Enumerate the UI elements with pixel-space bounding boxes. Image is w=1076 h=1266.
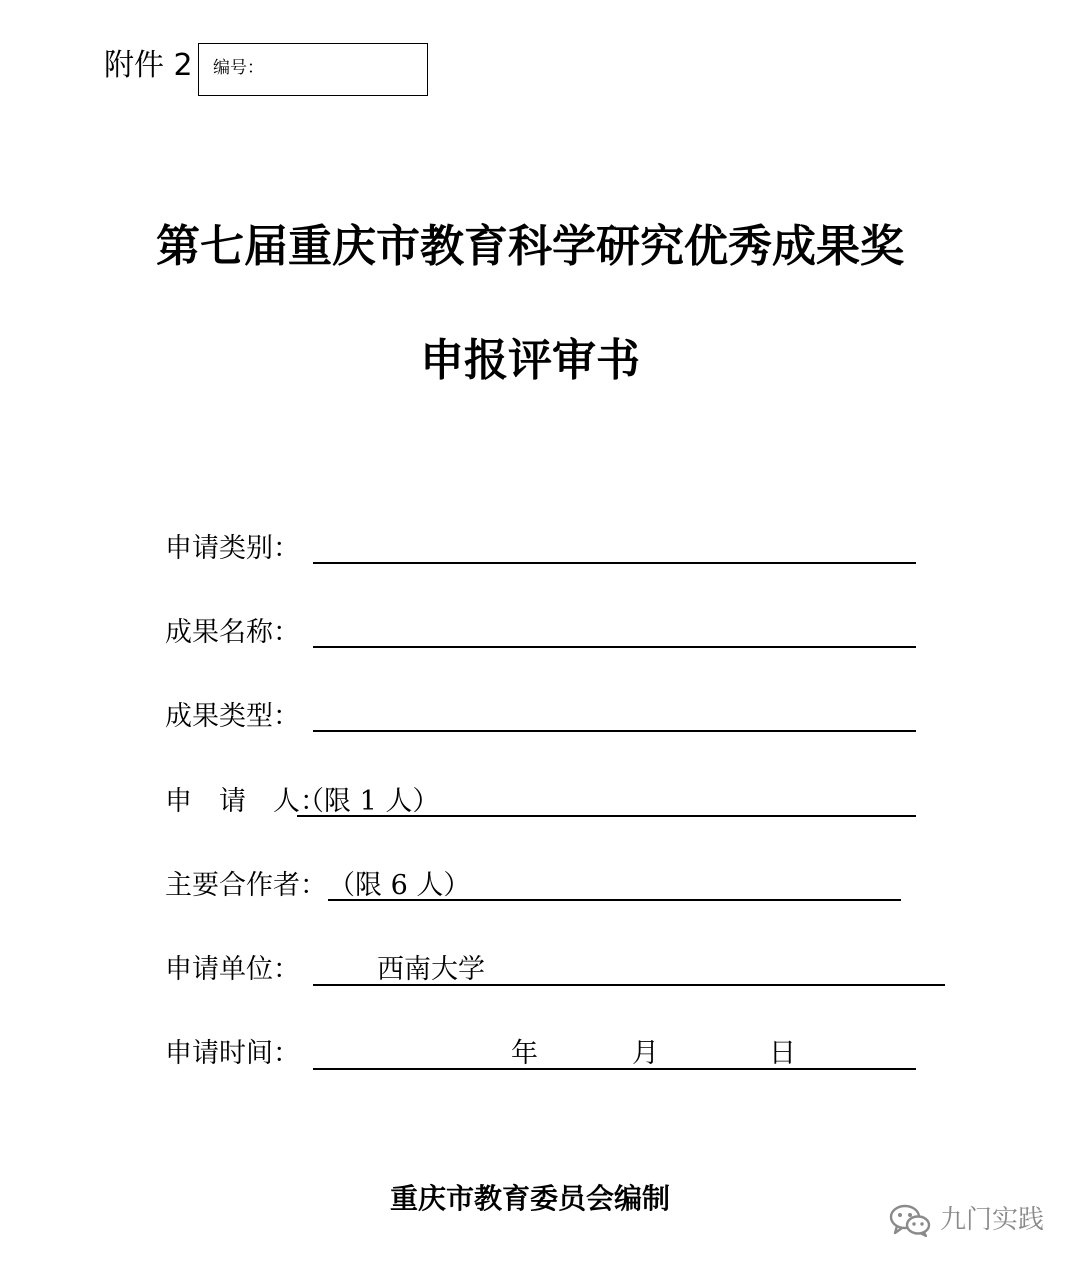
- footer-editor: 重庆市教育委员会编制: [389, 1182, 670, 1215]
- result-name-label: 成果名称：: [165, 617, 300, 648]
- collaborators-limit: （限 6 人）: [328, 870, 471, 901]
- result-type-label: 成果类型：: [165, 701, 300, 732]
- wechat-icon: [888, 1203, 932, 1237]
- attachment-label: 附件 2: [104, 48, 193, 83]
- watermark: [888, 1200, 1044, 1240]
- date-month: 月: [632, 1038, 659, 1069]
- document-title: 第七届重庆市教育科学研究优秀成果奖: [156, 221, 904, 272]
- number-label: 编号：: [213, 58, 264, 78]
- document-subtitle: 申报评审书: [420, 335, 640, 386]
- number-box: [198, 43, 428, 96]
- unit-label: 申请单位：: [165, 954, 300, 985]
- result-name-line: [313, 646, 916, 648]
- watermark-text: 九门实践: [940, 1205, 1045, 1235]
- category-line: [313, 562, 916, 564]
- applicant-label: 申 请 人：: [165, 786, 327, 817]
- date-day: 日: [769, 1038, 796, 1069]
- date-line: [313, 1068, 916, 1070]
- result-type-line: [313, 730, 916, 732]
- applicant-limit: （限 1 人）: [297, 786, 440, 817]
- date-label: 申请时间：: [165, 1038, 300, 1069]
- unit-value: 西南大学: [377, 954, 485, 985]
- collaborators-label: 主要合作者：: [165, 870, 327, 901]
- category-label: 申请类别：: [165, 533, 300, 564]
- date-year: 年: [511, 1038, 538, 1069]
